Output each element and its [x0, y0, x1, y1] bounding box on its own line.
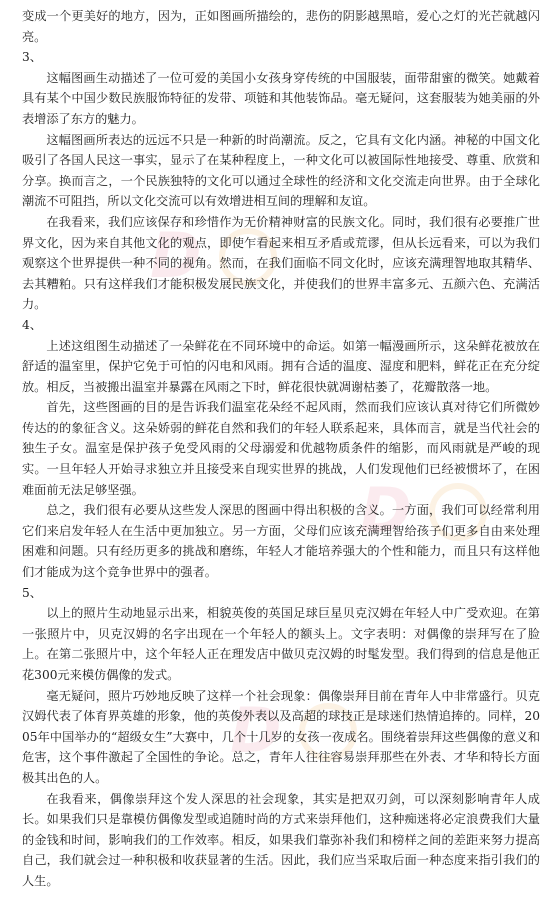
paragraph: 这幅图画所表达的远远不只是一种新的时尚潮流。反之，它具有文化内涵。神秘的中国文化吸引了各国人民这一事实，显示了在某种程度上，一种文化可以被国际性地接受、尊重、欣赏和分享。换而言之，一个民族独特的文化可以通过全球性的经济和文化交流走向世界。由于全球化潮流不可阻挡，所以文化交流可以有效增进相互间的理解和友谊。	[22, 132, 540, 209]
svg-text:D: D	[360, 474, 412, 547]
paragraph: 毫无疑问，照片巧妙地反映了这样一个社会现象：偶像崇拜目前在青年人中非常盛行。贝克汉姆代表了体育界英雄的形象，他的英俊外表以及高超的球技正是球迷们热情追捧的。同样，2005年中国举办的“超级女生”大赛中，几个十几岁的女孩一夜成名。围绕着崇拜这些偶像的意义和危害，这个事件激起了全国性的争论。总之，青年人往往容易崇拜那些在外表、才华和特长方面极其出色的人。	[22, 688, 540, 785]
paragraph: 在我看来，偶像崇拜这个发人深思的社会现象，其实是把双刃剑，可以深刻影响青年人成长。如果我们只是靠模仿偶像发型或追随时尚的方式来崇拜他们，这种痴迷将必定浪费我们大量的金钱和时间，影响我们的工作效率。相反，如果我们靠弥补我们和榜样之间的差距来努力提高自己，我们就会过一种积极和收获显著的生活。因此，我们应当采取后面一种态度来指引我们的人生。	[22, 791, 540, 888]
section-number-5: 5、	[22, 585, 42, 600]
svg-text:D: D	[150, 219, 202, 292]
section-number-3: 3、	[22, 50, 42, 65]
paragraph: 在我看来，我们应该保存和珍惜作为无价精神财富的民族文化。同时，我们很有必要推广世界文化，因为来自其他文化的观点，即使乍看起来相互矛盾或荒谬，但从长远看来，可以为我们观察这个世界提供一种不同的视角。然而，在我们面临不同文化时，应该充满理智地取其精华、去其糟粕。只有这样我们才能积极发展民族文化，并使我们的世界丰富多元、五颜六色、充满活力。	[22, 214, 540, 312]
paragraph: 这幅图画生动描述了一位可爱的美国小女孩身穿传统的中国服装，面带甜蜜的微笑。她戴着具有某个中国少数民族服饰特征的发带、项链和其他装饰品。毫无疑问，这套服装为她美丽的外表增添了东方的魅力。	[22, 70, 540, 126]
section-number-4: 4、	[22, 317, 42, 332]
paragraph: 首先，这些图画的目的是告诉我们温室花朵经不起风雨，然而我们应该认真对待它们所微妙传达的的象征含义。这朵娇弱的鲜花自然和我们的年轻人联系起来，具体而言，就是当代社会的独生子女。温室是保护孩子免受风雨的父母溺爱和优越物质条件的缩影，而风雨就是严峻的现实。一旦年轻人开始寻求独立并且接受来自现实世界的挑战，人们发现他们已经被惯坏了，在困难面前无法足够坚强。	[22, 400, 540, 497]
paragraph: 上述这组图生动描述了一朵鲜花在不同环境中的命运。如第一幅漫画所示，这朵鲜花被放在舒适的温室里，保护它免于可怕的闪电和风雨。拥有合适的温度、湿度和肥料，鲜花正在充分绽放。相反，当被搬出温室并暴露在风雨之下时，鲜花很快就凋谢枯萎了，花瓣散落一地。	[22, 338, 540, 394]
paragraph: 以上的照片生动地显示出来，相貌英俊的英国足球巨星贝克汉姆在年轻人中广受欢迎。在第一张照片中，贝克汉姆的名字出现在一个年轻人的额头上。文字表明：对偶像的崇拜写在了脸上。在第二张照片中，这个年轻人正在理发店中做贝克汉姆的时髦发型。我们得到的信息是他正花300元来模仿偶像的发式。	[22, 606, 540, 682]
paragraph: 总之，我们很有必要从这些发人深思的图画中得出积极的含义。一方面，我们可以经常利用它们来启发年轻人在生活中更加独立。另一方面，父母们应该充满理智给孩子们更多自由来处理困难和问题。只有经历更多的挑战和磨练，年轻人才能培养强大的个性和能力，而且只有这样他们才能成为这个竞争世界中的强者。	[22, 503, 540, 580]
svg-text:D: D	[230, 694, 282, 767]
paragraph-continuation: 变成一个更美好的地方，因为，正如图画所描绘的，悲伤的阴影越黑暗，爱心之灯的光芒就越闪亮。	[22, 9, 540, 44]
